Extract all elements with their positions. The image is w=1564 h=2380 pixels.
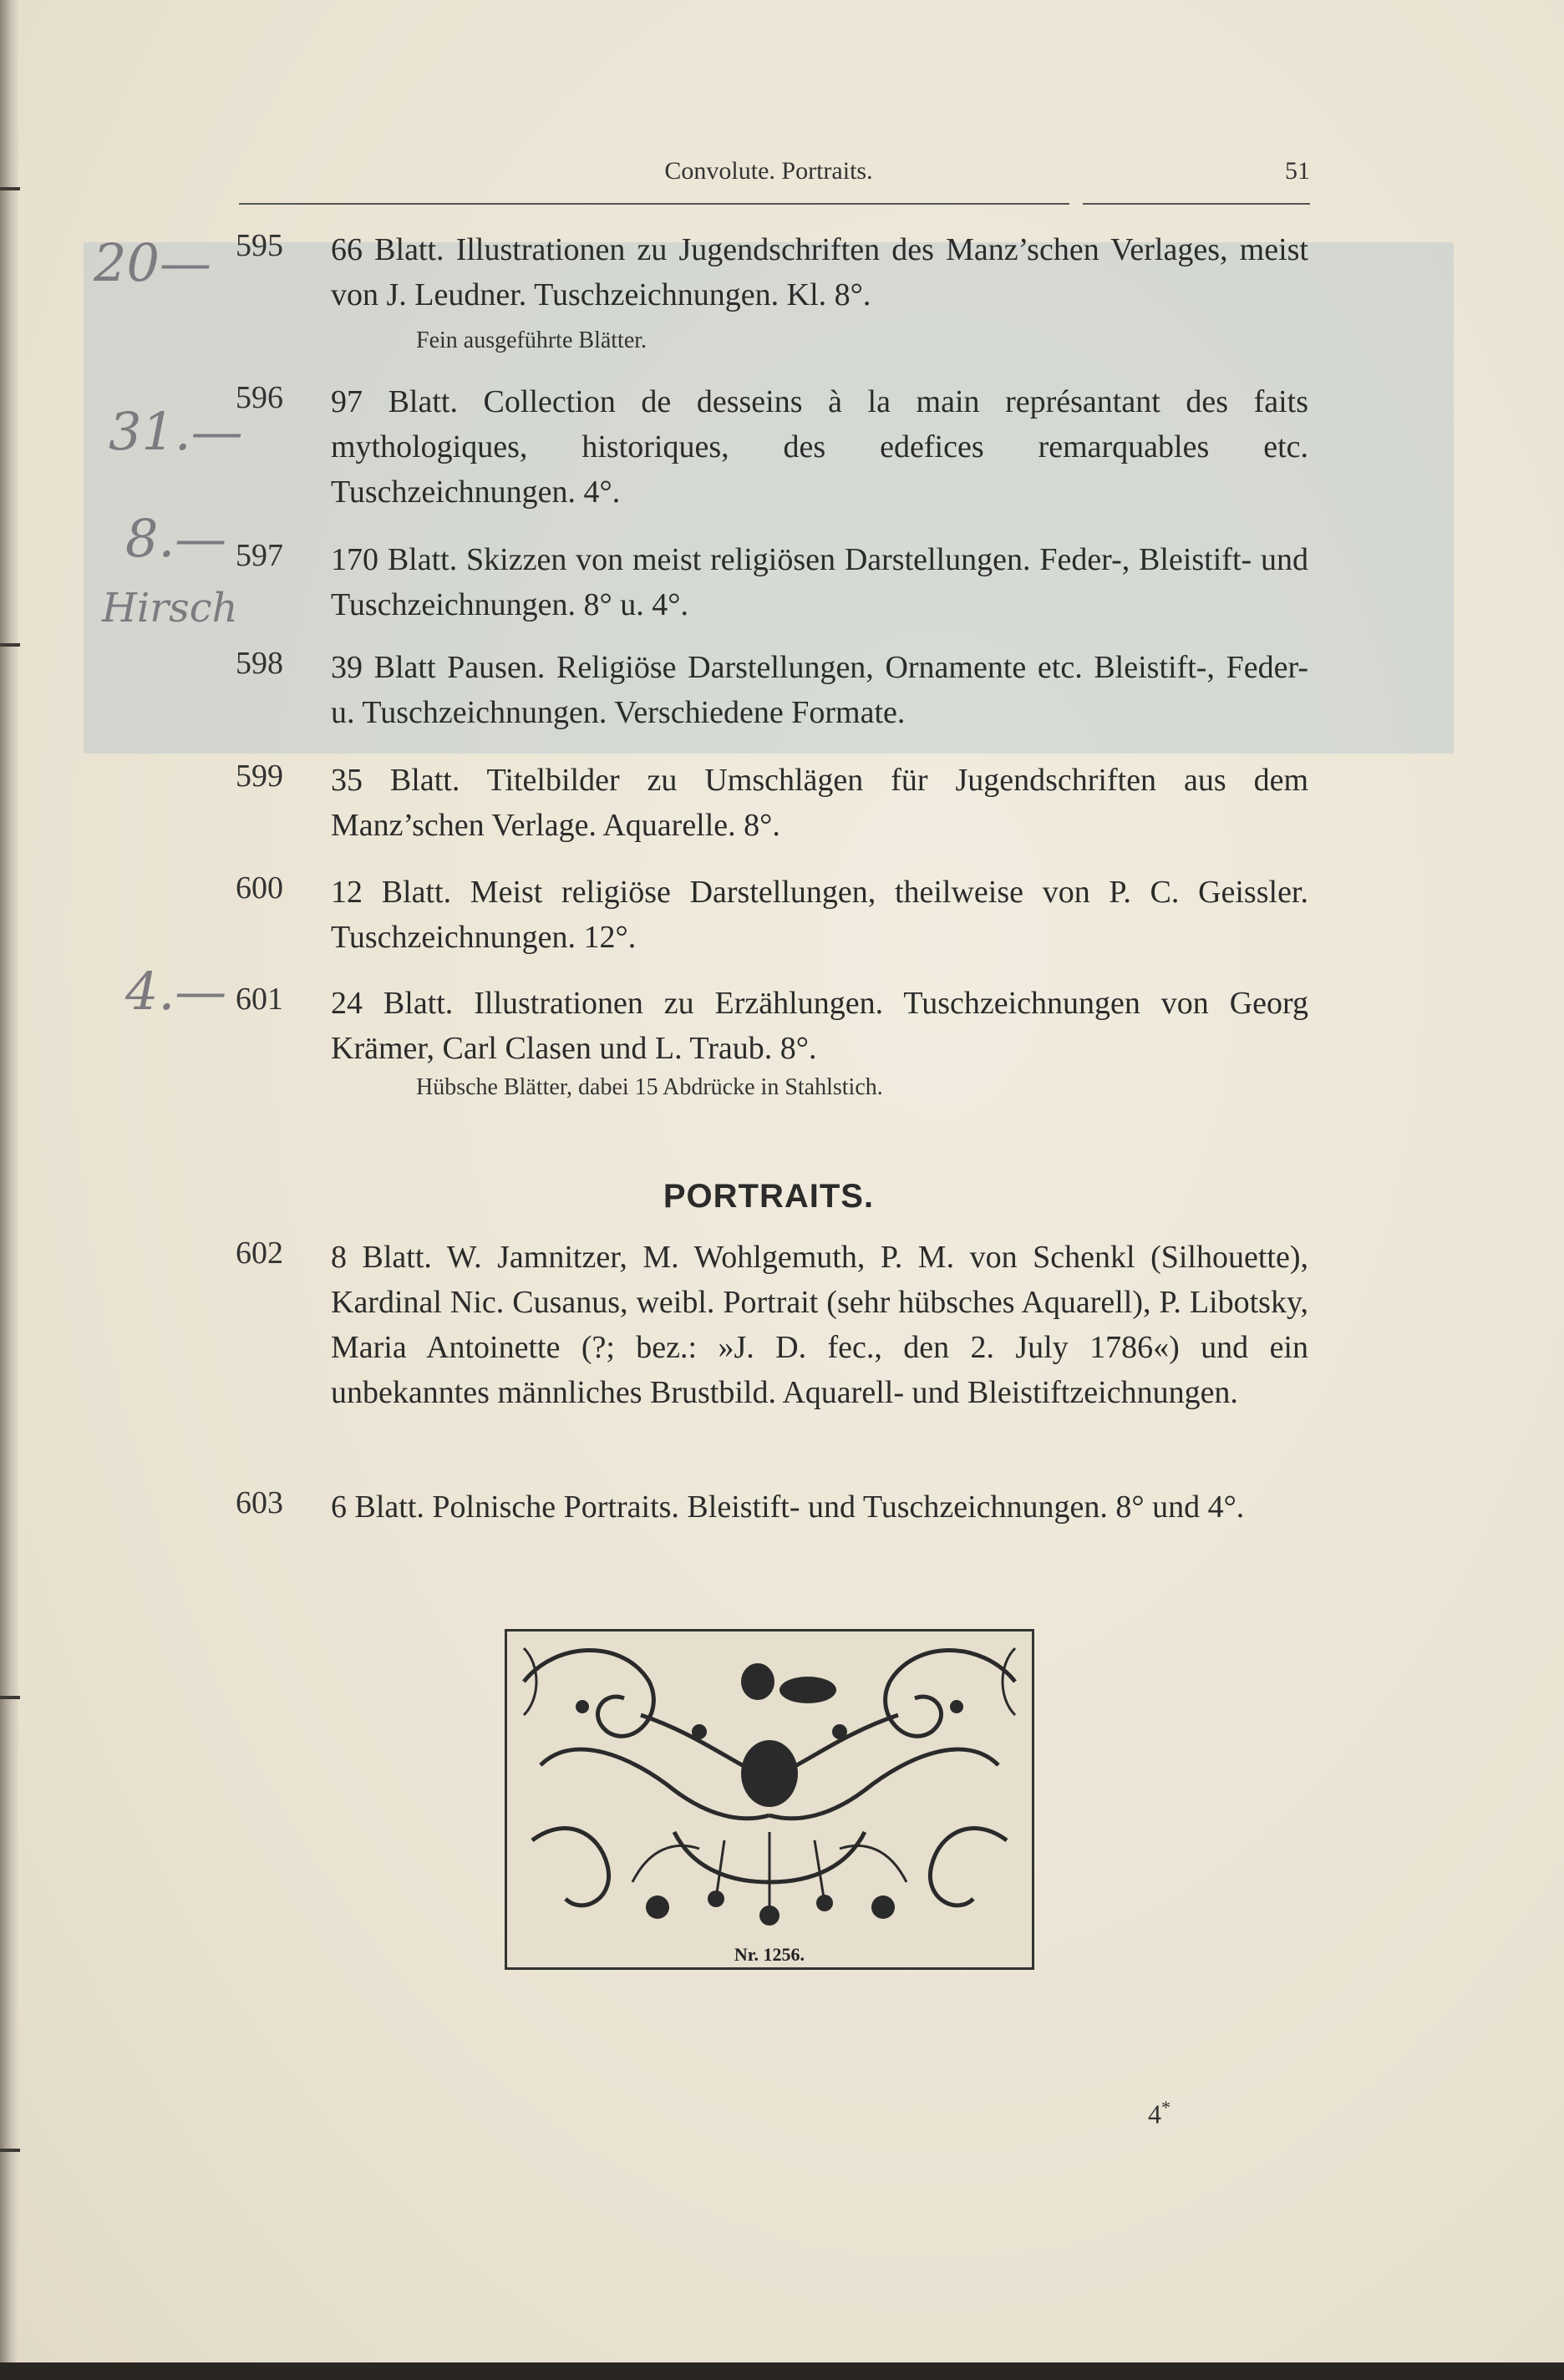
binding-stitch [0,187,20,190]
entry-number: 596 [236,380,283,415]
entry-text: 8 Blatt. W. Jamnitzer, M. Wohlgemuth, P. M. von Schenkl (Silhouette), Kardinal Nic. Cusanus, weibl. Portrait (sehr hübsches Aquarell), P. Libotsky, Maria Antoinette (?; bez.: »J. D. fec., den 2. July 1786«) und ein unbekanntes männliches Brustbild. Aquarell- und Bleistiftzeichnungen. [331,1240,1308,1410]
page-number: 51 [1285,157,1310,185]
entry-number: 601 [236,982,283,1017]
header-rule [239,203,1069,205]
entry-text: 39 Blatt Pausen. Religiöse Darstellungen, Ornamente etc. Bleistift-, Feder- u. Tuschzeichnungen. Verschiedene Formate. [331,650,1308,730]
entry-text: 35 Blatt. Titelbilder zu Umschlägen für Jugendschriften aus dem Manz’schen Verlage. Aquarelle. 8°. [331,763,1308,843]
entry-note: Hübsche Blätter, dabei 15 Abdrücke in Stahlstich. [416,1074,883,1100]
entry-text: 12 Blatt. Meist religiöse Darstellungen, theilweise von P. C. Geissler. Tuschzeichnungen. 12°. [331,875,1308,955]
ornament-caption: Nr. 1256. [734,1944,805,1965]
entry-number: 599 [236,759,283,794]
entry-number: 598 [236,646,283,681]
ornament-scrollwork-icon [507,1631,1032,1941]
margin-note: 4.— [125,961,227,1022]
entry-text: 170 Blatt. Skizzen von meist religiösen Darstellungen. Feder-, Bleistift- und Tuschzeichnungen. 8° u. 4°. [331,542,1308,622]
entry-number: 595 [236,228,283,263]
page-binding [0,0,18,2362]
header-rule [1083,203,1310,205]
section-heading: PORTRAITS. [663,1178,875,1215]
entry-number: 603 [236,1485,283,1520]
entry-number: 597 [236,538,283,573]
binding-stitch [0,2149,20,2152]
entry-number: 600 [236,870,283,906]
ornament-vignette [505,1629,1034,1970]
entry-number: 602 [236,1236,283,1271]
margin-note: 20— [94,232,211,293]
entry-text: 97 Blatt. Collection de desseins à la main représantant des faits mythologiques, historiques, des edefices remarquables etc. Tuschzeichnungen. 4°. [331,384,1308,510]
binding-stitch [0,1696,20,1699]
entry-note: Fein ausgeführte Blätter. [416,327,647,353]
binding-stitch [0,643,20,647]
margin-note: 31.— [109,401,243,462]
entry-text: 24 Blatt. Illustrationen zu Erzählungen. Tuschzeichnungen von Georg Krämer, Carl Clasen und L. Traub. 8°. [331,986,1308,1066]
running-header: Convolute. Portraits. [664,157,873,185]
entry-text: 6 Blatt. Polnische Portraits. Bleistift- und Tuschzeichnungen. 8° und 4°. [331,1489,1245,1525]
signature-mark: 4* [1148,2097,1170,2129]
margin-note: 8.— [125,508,227,569]
margin-note: Hirsch [102,585,238,632]
entry-text: 66 Blatt. Illustrationen zu Jugendschriften des Manz’schen Verlages, meist von J. Leudner. Tuschzeichnungen. Kl. 8°. [331,232,1308,312]
